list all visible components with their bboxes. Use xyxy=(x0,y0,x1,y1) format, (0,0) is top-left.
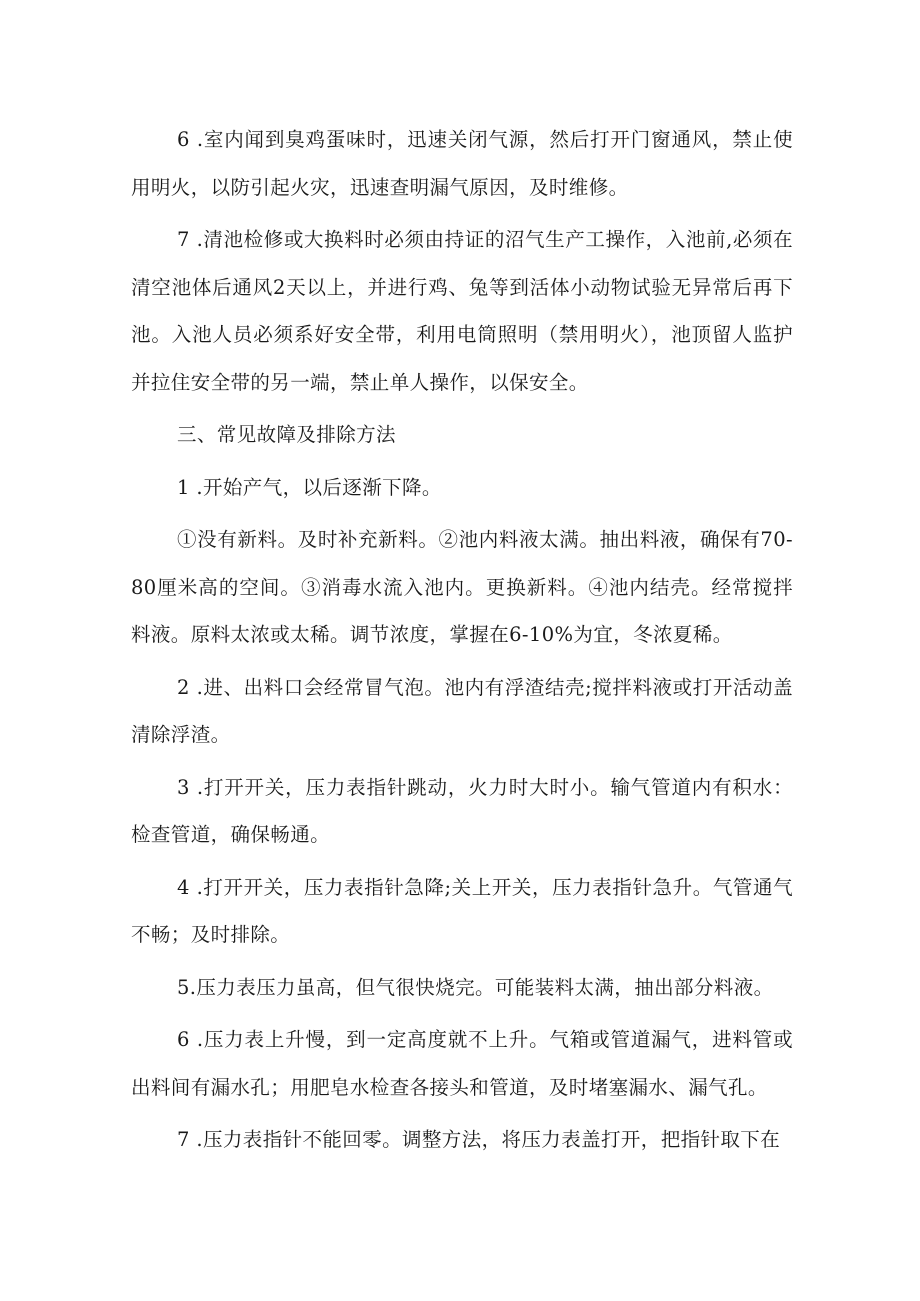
paragraph-pool-cleaning-safety: 7 .清池检修或大换料时必须由持证的沼气生产工操作，入池前,必须在清空池体后通风2天以上，并进行鸡、兔等到活体小动物试验无异常后再下池。入池人员必须系好安全带，利用电筒照明（禁用明火），池顶留人监护并拉住安全带的另一端，禁止单人操作，以保安全。 xyxy=(131,228,793,394)
fault-item-3: 3 .打开开关，压力表指针跳动，火力时大时小。输气管道内有积水：检查管道，确保畅通。 xyxy=(131,775,793,846)
fault-item-5: 5.压力表压力虽高，但气很快烧完。可能装料太满，抽出部分料液。 xyxy=(177,975,774,999)
section-heading-common-faults: 三、常见故障及排除方法 xyxy=(177,423,396,446)
fault-item-6: 6 .压力表上升慢，到一定高度就不上升。气箱或管道漏气，进料管或出料间有漏水孔；用肥皂水检查各接头和管道，及时堵塞漏水、漏气孔。 xyxy=(131,1028,793,1099)
fault-item-4: 4 .打开开关，压力表指针急降;关上开关，压力表指针急升。气管通气不畅；及时排除。 xyxy=(131,875,793,946)
paragraph-gas-leak-handling: 6 .室内闻到臭鸡蛋味时，迅速关闭气源，然后打开门窗通风，禁止使用明火，以防引起火灾，迅速查明漏气原因，及时维修。 xyxy=(131,128,793,199)
document-body xyxy=(131,116,793,1169)
fault-item-2: 2 .进、出料口会经常冒气泡。池内有浮渣结壳;搅拌料液或打开活动盖清除浮渣。 xyxy=(131,675,793,746)
fault-item-1-causes: ①没有新料。及时补充新料。②池内料液太满。抽出料液，确保有70-80厘米高的空间。③消毒水流入池内。更换新料。④池内结壳。经常搅拌料液。原料太浓或太稀。调节浓度，掌握在6-10%为宜，冬浓夏稀。 xyxy=(131,528,793,646)
fault-item-7: 7 .压力表指针不能回零。调整方法，将压力表盖打开，把指针取下在 xyxy=(177,1128,781,1151)
fault-item-1: 1 .开始产气，以后逐渐下降。 xyxy=(177,475,442,499)
